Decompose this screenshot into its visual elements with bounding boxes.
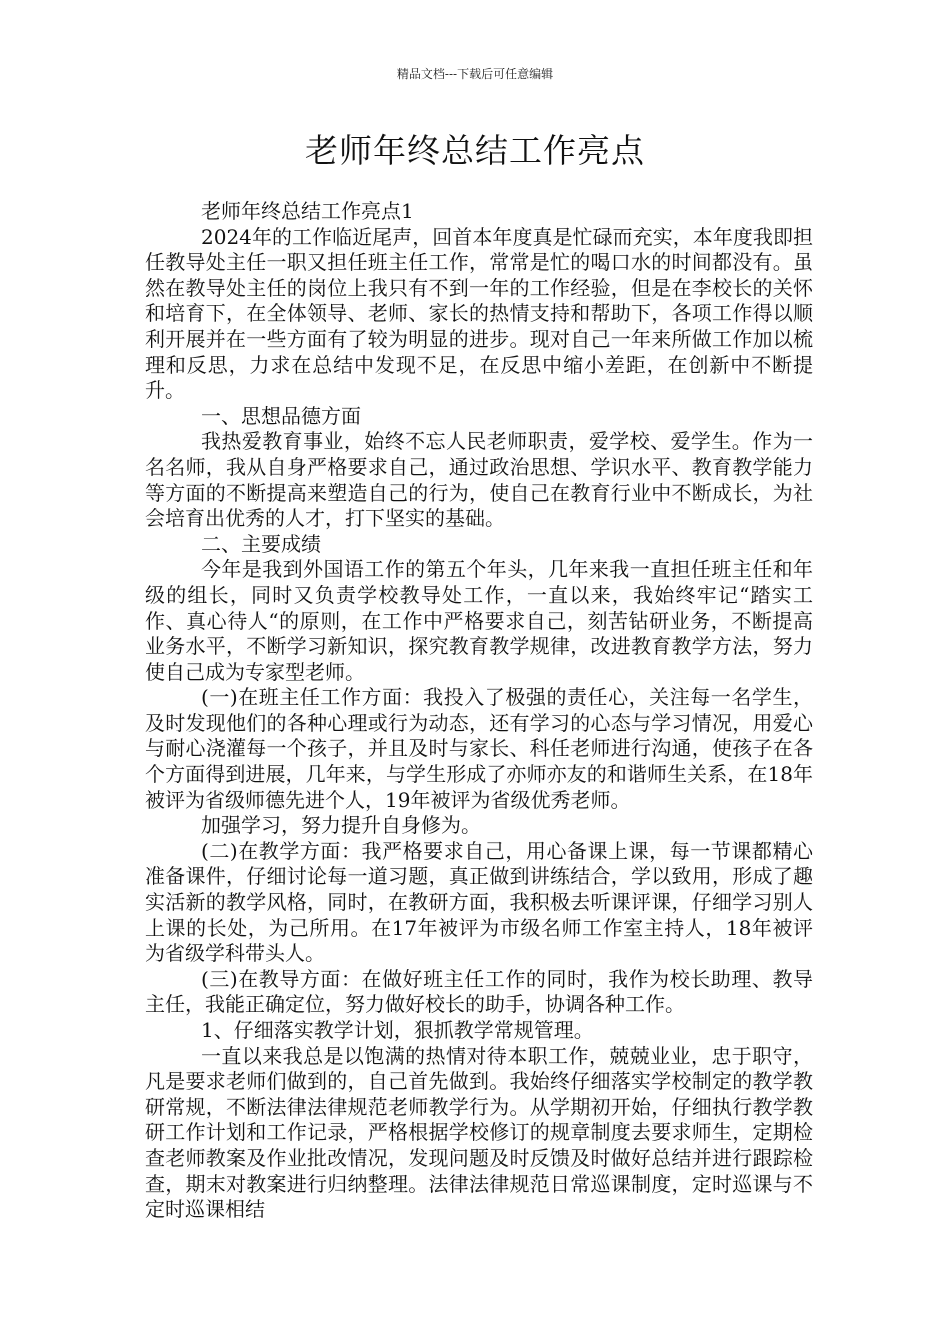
heading-teaching-plan: 1、仔细落实教学计划，狠抓教学常规管理。 — [201, 1018, 594, 1042]
document-title: 老师年终总结工作亮点 — [305, 131, 645, 170]
section-subtitle: 老师年终总结工作亮点1 — [201, 199, 414, 223]
heading-ideology: 一、思想品德方面 — [201, 403, 361, 428]
paragraph-learning: 加强学习，努力提升自身修为。 — [201, 813, 481, 838]
paragraph-intro: 2024年的工作临近尾声，回首本年度真是忙碌而充实，本年度我即担任教导处主任一职又担任班主任工作，常常是忙的喝口水的时间都没有。虽然在教导处主任的岗位上我只有不到一年的工作经验，但是在李校长的关怀和培育下，在全体领导、老师、家长的热情支持和帮助下，各项工作得以顺利开展并在一些方面有了较为明显的进步。现对自己一年来所做工作加以梳理和反思，力求在总结中发现不足，在反思中缩小差距，在创新中不断提升。 — [145, 224, 813, 403]
paragraph-ideology: 我热爱教育事业，始终不忘人民老师职责，爱学校、爱学生。作为一名名师，我从自身严格要求自己，通过政治思想、学识水平、教育教学能力等方面的不断提高来塑造自己的行为，使自己在教育行业中不断成长，为社会培育出优秀的人才，打下坚实的基础。 — [145, 429, 813, 531]
paragraph-teaching-plan: 一直以来我总是以饱满的热情对待本职工作，兢兢业业，忠于职守，凡是要求老师们做到的，自己首先做到。我始终仔细落实学校制定的教学教研常规，不断法律法律规范老师教学行为。从学期初开始，仔细执行教学教研工作计划和工作记录，严格根据学校修订的规章制度去要求师生，定期检查老师教案及作业批改情况，发现问题及时反馈及时做好总结并进行跟踪检查，期末对教案进行归纳整理。法律法律规范日常巡课制度，定时巡课与不定时巡课相结 — [145, 1043, 813, 1222]
paragraph-achievements: 今年是我到外国语工作的第五个年头，几年来我一直担任班主任和年级的组长，同时又负责学校教导处工作，一直以来，我始终牢记“踏实工作、真心待人“的原则，在工作中严格要求自己，刻苦钻研业务，不断提高业务水平，不断学习新知识，探究教育教学规律，改进教育教学方法，努力使自己成为专家型老师。 — [145, 557, 813, 684]
paragraph-class-teacher: (一)在班主任工作方面：我投入了极强的责任心，关注每一名学生，及时发现他们的各种心理或行为动态，还有学习的心态与学习情况，用爱心与耐心浇灌每一个孩子，并且及时与家长、科任老师进行沟通，使孩子在各个方面得到进展，几年来，与学生形成了亦师亦友的和谐师生关系，在18年被评为省级师德先进个人，19年被评为省级优秀老师。 — [145, 685, 813, 812]
paragraph-teaching: (二)在教学方面：我严格要求自己，用心备课上课，每一节课都精心准备课件，仔细讨论每一道习题，真正做到讲练结合，学以致用，形成了趣实活新的教学风格，同时，在教研方面，我积极去听课评课，仔细学习别人上课的长处，为己所用。在17年被评为市级名师工作室主持人，18年被评为省级学科带头人。 — [145, 838, 813, 966]
paragraph-guidance: (三)在教导方面：在做好班主任工作的同时，我作为校长助理、教导主任，我能正确定位，努力做好校长的助手，协调各种工作。 — [145, 966, 813, 1017]
document-body — [145, 199, 813, 1223]
heading-achievements: 二、主要成绩 — [201, 531, 321, 556]
page-header: 精品文档---下载后可任意编辑 — [396, 67, 554, 81]
